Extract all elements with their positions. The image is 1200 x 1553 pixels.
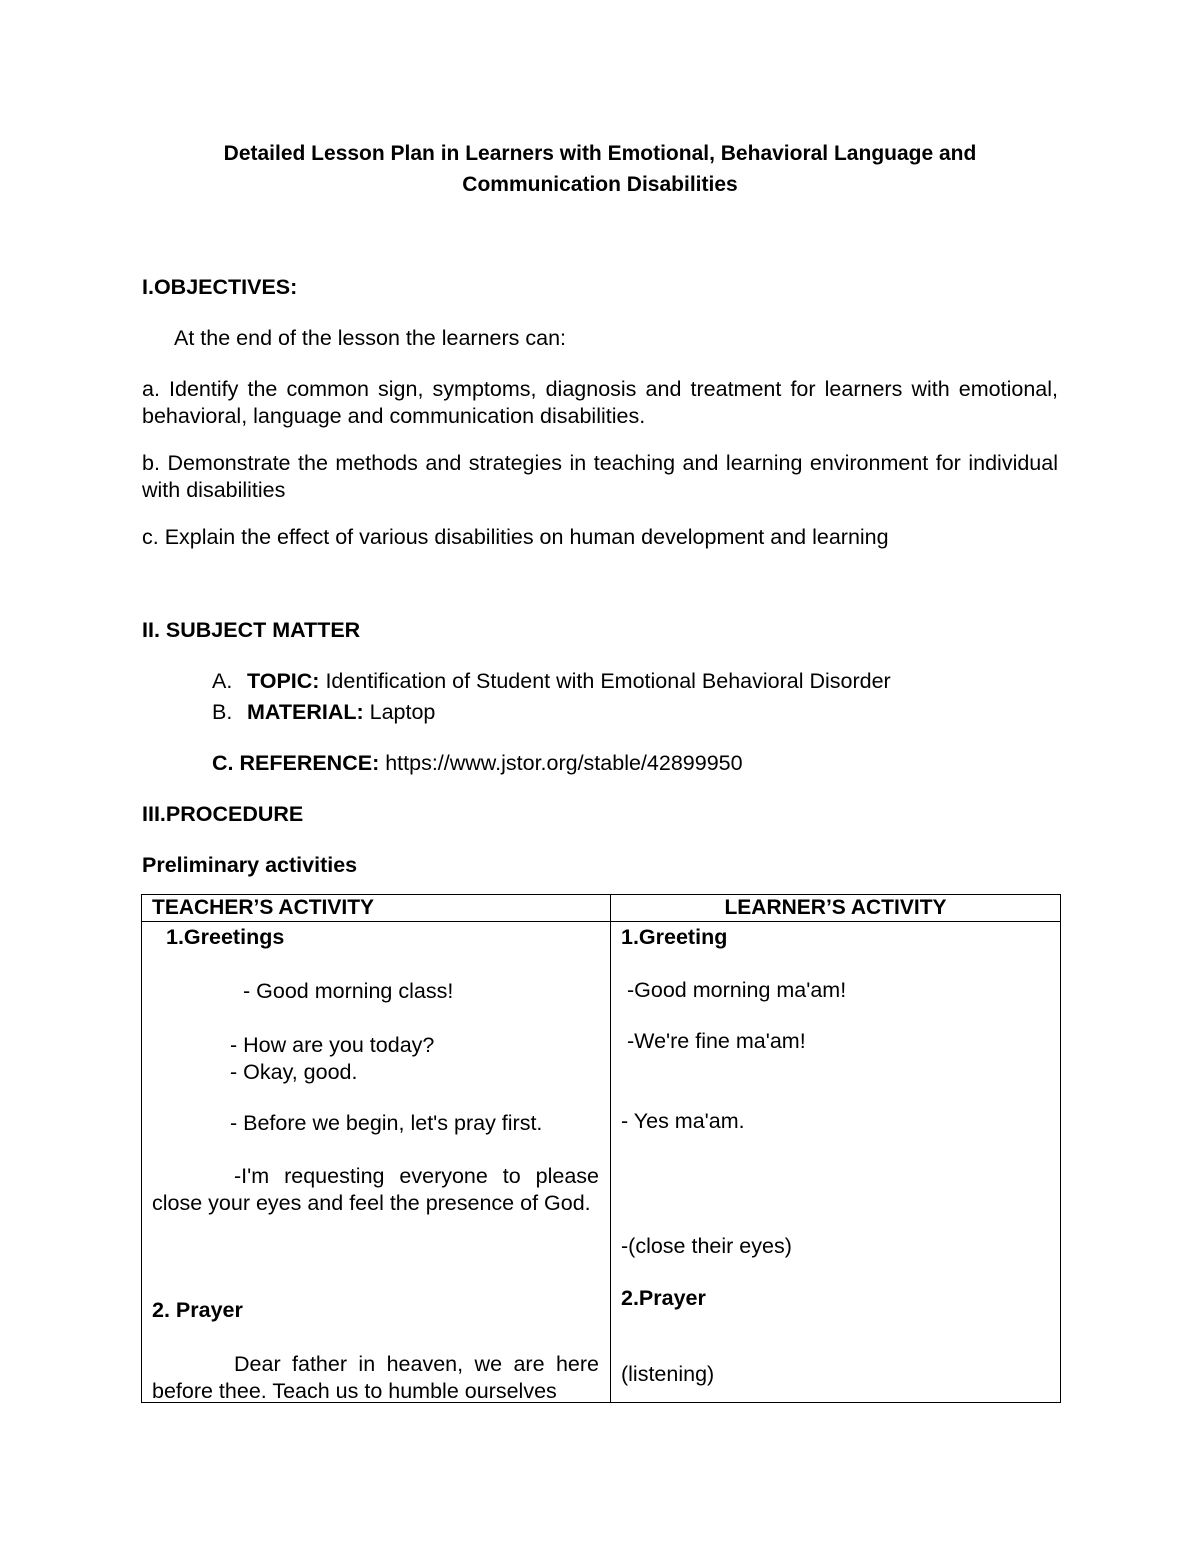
topic-label: TOPIC:	[247, 669, 320, 693]
objective-item-c: c. Explain the effect of various disabilities on human development and learning	[142, 525, 889, 549]
objective-item-a: a. Identify the common sign, symptoms, diagnosis and treatment for learners with emotional, behavioral, language and communication disabilities.	[142, 377, 1058, 428]
reference-label: C. REFERENCE:	[212, 751, 380, 775]
document-title-line2: Communication Disabilities	[462, 173, 738, 196]
subject-matter-heading: II. SUBJECT MATTER	[142, 618, 361, 642]
material-text	[247, 700, 435, 725]
teacher-prayer-heading: 2. Prayer	[152, 1298, 243, 1322]
learner-close-eyes: -(close their eyes)	[621, 1234, 792, 1258]
topic-line	[212, 669, 232, 694]
topic-text	[247, 669, 891, 694]
preliminary-activities-heading: Preliminary activities	[142, 853, 358, 877]
material-marker: B.	[212, 700, 233, 724]
topic-marker: A.	[212, 669, 233, 693]
learner-prayer-heading: 2.Prayer	[621, 1286, 706, 1310]
objectives-intro: At the end of the lesson the learners can:	[174, 326, 567, 350]
objectives-heading: I.OBJECTIVES:	[142, 275, 298, 299]
topic-value: Identification of Student with Emotional Behavioral Disorder	[319, 669, 891, 693]
learner-yes: - Yes ma'am.	[621, 1109, 745, 1133]
learner-fine: -We're fine ma'am!	[627, 1029, 806, 1053]
document-title-line1: Detailed Lesson Plan in Learners with Emotional, Behavioral Language and	[223, 142, 977, 165]
teacher-activity-cell	[142, 922, 611, 1403]
procedure-heading: III.PROCEDURE	[142, 802, 304, 826]
material-value: Laptop	[363, 700, 436, 724]
material-line	[212, 700, 232, 725]
learner-listening: (listening)	[621, 1362, 715, 1386]
teacher-good-morning: - Good morning class!	[243, 979, 454, 1003]
reference-line	[212, 751, 743, 776]
teacher-greetings-heading: 1.Greetings	[166, 925, 285, 949]
material-label: MATERIAL:	[247, 700, 364, 724]
teacher-okay-good: - Okay, good.	[230, 1060, 358, 1084]
table-header-row	[142, 895, 1061, 922]
table-row	[142, 922, 1061, 1403]
teacher-dear-father: Dear father in heaven, we are here before thee. Teach us to humble ourselves	[152, 1352, 599, 1403]
learner-activity-cell	[611, 922, 1061, 1403]
teacher-requesting: -I'm requesting everyone to please close your eyes and feel the presence of God.	[152, 1164, 599, 1215]
activities-table	[141, 894, 1061, 1403]
teacher-how-are-you: - How are you today?	[230, 1033, 435, 1057]
teacher-activity-header: TEACHER’S ACTIVITY	[142, 895, 611, 922]
teacher-before-begin: - Before we begin, let's pray first.	[230, 1111, 543, 1135]
objective-item-b: b. Demonstrate the methods and strategies in teaching and learning environment for individual with disabilities	[142, 451, 1058, 502]
learner-greeting-heading: 1.Greeting	[621, 925, 728, 949]
reference-value: https://www.jstor.org/stable/42899950	[379, 751, 743, 775]
learner-good-morning: -Good morning ma'am!	[627, 978, 847, 1002]
learner-activity-header: LEARNER’S ACTIVITY	[611, 895, 1061, 922]
